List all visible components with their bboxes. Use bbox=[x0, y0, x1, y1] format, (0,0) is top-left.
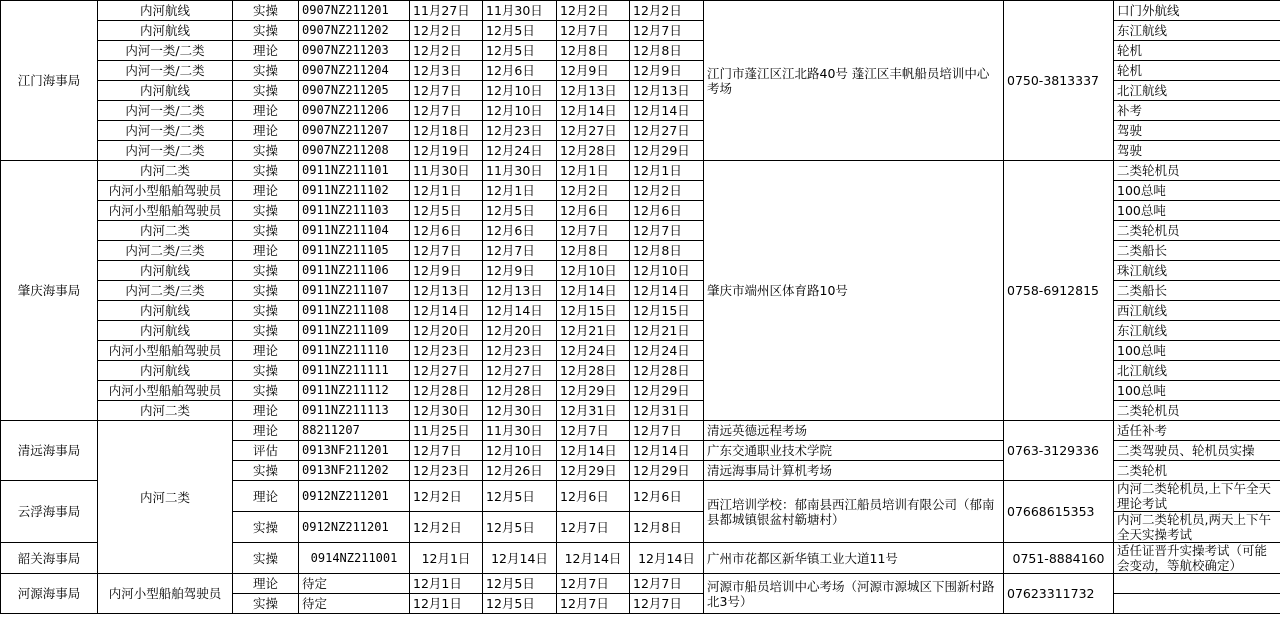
exam-code: 0912NZ211201 bbox=[299, 512, 410, 543]
exam-type: 实操 bbox=[233, 261, 299, 281]
date-cell: 12月30日 bbox=[483, 401, 557, 421]
bureau-name: 肇庆海事局 bbox=[1, 161, 98, 421]
remark: 适任证晋升实操考试（可能会变动，等航校确定） bbox=[1114, 543, 1280, 574]
date-cell: 12月8日 bbox=[557, 41, 630, 61]
exam-code: 0911NZ211108 bbox=[299, 301, 410, 321]
bureau-name: 韶关海事局 bbox=[1, 543, 98, 574]
exam-class: 内河小型船舶驾驶员 bbox=[98, 181, 233, 201]
exam-class: 内河一类/二类 bbox=[98, 141, 233, 161]
exam-class: 内河一类/二类 bbox=[98, 61, 233, 81]
exam-type: 理论 bbox=[233, 421, 299, 441]
exam-type: 理论 bbox=[233, 121, 299, 141]
exam-class: 内河二类 bbox=[98, 221, 233, 241]
date-cell: 12月24日 bbox=[483, 141, 557, 161]
exam-address: 西江培训学校：郁南县西江船员培训有限公司（郁南县都城镇银盆村簕塘村） bbox=[704, 481, 1004, 543]
date-cell: 12月24日 bbox=[557, 341, 630, 361]
exam-type: 实操 bbox=[233, 461, 299, 481]
exam-code: 0907NZ211205 bbox=[299, 81, 410, 101]
date-cell: 12月7日 bbox=[557, 221, 630, 241]
date-cell: 12月1日 bbox=[410, 574, 483, 594]
exam-type: 理论 bbox=[233, 341, 299, 361]
date-cell: 12月2日 bbox=[557, 181, 630, 201]
bureau-name: 河源海事局 bbox=[1, 574, 98, 614]
date-cell: 12月6日 bbox=[483, 61, 557, 81]
date-cell: 12月7日 bbox=[630, 421, 704, 441]
exam-code: 0907NZ211207 bbox=[299, 121, 410, 141]
exam-code: 0907NZ211202 bbox=[299, 21, 410, 41]
exam-address: 广州市花都区新华镇工业大道11号 bbox=[704, 543, 1004, 574]
date-cell: 11月30日 bbox=[483, 161, 557, 181]
date-cell: 11月30日 bbox=[483, 421, 557, 441]
date-cell: 12月7日 bbox=[410, 101, 483, 121]
exam-code: 0911NZ211101 bbox=[299, 161, 410, 181]
date-cell: 12月26日 bbox=[483, 461, 557, 481]
date-cell: 12月14日 bbox=[630, 441, 704, 461]
exam-type: 实操 bbox=[233, 1, 299, 21]
date-cell: 12月7日 bbox=[630, 21, 704, 41]
date-cell: 12月6日 bbox=[410, 221, 483, 241]
exam-code: 0911NZ211102 bbox=[299, 181, 410, 201]
date-cell: 12月10日 bbox=[630, 261, 704, 281]
remark: 二类船长 bbox=[1114, 281, 1280, 301]
exam-class: 内河航线 bbox=[98, 321, 233, 341]
date-cell: 12月5日 bbox=[410, 201, 483, 221]
exam-type: 实操 bbox=[233, 512, 299, 543]
exam-type: 实操 bbox=[233, 201, 299, 221]
remark: 驾驶 bbox=[1114, 121, 1280, 141]
exam-code: 0914NZ211001 bbox=[299, 543, 410, 574]
date-cell: 12月13日 bbox=[557, 81, 630, 101]
date-cell: 12月21日 bbox=[630, 321, 704, 341]
date-cell: 12月5日 bbox=[483, 41, 557, 61]
date-cell: 12月6日 bbox=[557, 201, 630, 221]
date-cell: 12月19日 bbox=[410, 141, 483, 161]
date-cell: 12月7日 bbox=[410, 81, 483, 101]
date-cell: 12月31日 bbox=[557, 401, 630, 421]
exam-code: 0911NZ211110 bbox=[299, 341, 410, 361]
exam-type: 实操 bbox=[233, 381, 299, 401]
date-cell: 12月29日 bbox=[630, 141, 704, 161]
exam-code: 0911NZ211104 bbox=[299, 221, 410, 241]
exam-class: 内河小型船舶驾驶员 bbox=[98, 341, 233, 361]
remark: 100总吨 bbox=[1114, 201, 1280, 221]
date-cell: 12月10日 bbox=[483, 81, 557, 101]
date-cell: 12月30日 bbox=[410, 401, 483, 421]
date-cell: 12月28日 bbox=[410, 381, 483, 401]
exam-address: 广东交通职业技术学院 bbox=[704, 441, 1004, 461]
exam-type: 实操 bbox=[233, 21, 299, 41]
remark: 二类轮机 bbox=[1114, 461, 1280, 481]
exam-type: 实操 bbox=[233, 161, 299, 181]
date-cell: 12月14日 bbox=[483, 301, 557, 321]
phone: 0750-3813337 bbox=[1004, 1, 1114, 161]
exam-code: 0913NF211202 bbox=[299, 461, 410, 481]
date-cell: 12月24日 bbox=[630, 341, 704, 361]
remark: 二类轮机员 bbox=[1114, 161, 1280, 181]
remark: 内河二类轮机员,两天上下午全天实操考试 bbox=[1114, 512, 1280, 543]
exam-address: 清远英德远程考场 bbox=[704, 421, 1004, 441]
exam-code: 0912NZ211201 bbox=[299, 481, 410, 512]
exam-code: 0911NZ211107 bbox=[299, 281, 410, 301]
date-cell: 11月27日 bbox=[410, 1, 483, 21]
date-cell: 12月27日 bbox=[557, 121, 630, 141]
phone: 0758-6912815 bbox=[1004, 161, 1114, 421]
table-row bbox=[1, 1, 1280, 21]
exam-code: 88211207 bbox=[299, 421, 410, 441]
date-cell: 12月29日 bbox=[630, 461, 704, 481]
date-cell: 12月7日 bbox=[410, 241, 483, 261]
exam-type: 实操 bbox=[233, 141, 299, 161]
exam-type: 实操 bbox=[233, 321, 299, 341]
exam-type: 理论 bbox=[233, 574, 299, 594]
date-cell: 12月23日 bbox=[410, 461, 483, 481]
exam-code: 0913NF211201 bbox=[299, 441, 410, 461]
remark: 100总吨 bbox=[1114, 341, 1280, 361]
exam-class: 内河一类/二类 bbox=[98, 101, 233, 121]
exam-class: 内河航线 bbox=[98, 361, 233, 381]
remark: 100总吨 bbox=[1114, 381, 1280, 401]
date-cell: 12月5日 bbox=[483, 594, 557, 614]
date-cell: 12月10日 bbox=[557, 261, 630, 281]
date-cell: 12月1日 bbox=[410, 594, 483, 614]
date-cell: 12月5日 bbox=[483, 21, 557, 41]
date-cell: 12月7日 bbox=[557, 421, 630, 441]
exam-class: 内河二类/三类 bbox=[98, 241, 233, 261]
date-cell: 12月29日 bbox=[557, 461, 630, 481]
table-row bbox=[1, 574, 1280, 594]
remark: 西江航线 bbox=[1114, 301, 1280, 321]
date-cell: 12月18日 bbox=[410, 121, 483, 141]
date-cell: 12月7日 bbox=[630, 574, 704, 594]
date-cell: 12月7日 bbox=[483, 241, 557, 261]
exam-class: 内河二类/三类 bbox=[98, 281, 233, 301]
exam-type: 实操 bbox=[233, 281, 299, 301]
remark: 内河二类轮机员,上下午全天理论考试 bbox=[1114, 481, 1280, 512]
date-cell: 12月27日 bbox=[630, 121, 704, 141]
remark: 100总吨 bbox=[1114, 181, 1280, 201]
date-cell: 12月9日 bbox=[483, 261, 557, 281]
exam-code: 0911NZ211103 bbox=[299, 201, 410, 221]
remark: 东江航线 bbox=[1114, 21, 1280, 41]
exam-type: 实操 bbox=[233, 221, 299, 241]
date-cell: 12月2日 bbox=[557, 1, 630, 21]
exam-class: 内河小型船舶驾驶员 bbox=[98, 201, 233, 221]
date-cell: 12月10日 bbox=[483, 441, 557, 461]
date-cell: 11月30日 bbox=[483, 1, 557, 21]
exam-code: 0911NZ211106 bbox=[299, 261, 410, 281]
date-cell: 12月13日 bbox=[410, 281, 483, 301]
date-cell: 12月28日 bbox=[483, 381, 557, 401]
remark: 适任补考 bbox=[1114, 421, 1280, 441]
date-cell: 12月2日 bbox=[410, 481, 483, 512]
date-cell: 12月7日 bbox=[557, 574, 630, 594]
table-row bbox=[1, 161, 1280, 181]
exam-class: 内河二类 bbox=[98, 401, 233, 421]
date-cell: 12月1日 bbox=[410, 181, 483, 201]
date-cell: 12月7日 bbox=[557, 21, 630, 41]
remark bbox=[1114, 594, 1280, 614]
exam-address: 河源市船员培训中心考场（河源市源城区下围新村路北3号） bbox=[704, 574, 1004, 614]
date-cell: 12月2日 bbox=[630, 181, 704, 201]
exam-type: 理论 bbox=[233, 101, 299, 121]
date-cell: 11月30日 bbox=[410, 161, 483, 181]
date-cell: 12月15日 bbox=[557, 301, 630, 321]
remark: 二类驾驶员、轮机员实操 bbox=[1114, 441, 1280, 461]
bureau-name: 云浮海事局 bbox=[1, 481, 98, 543]
exam-class: 内河小型船舶驾驶员 bbox=[98, 574, 233, 614]
date-cell: 12月7日 bbox=[410, 441, 483, 461]
date-cell: 12月21日 bbox=[557, 321, 630, 341]
date-cell: 12月5日 bbox=[483, 201, 557, 221]
date-cell: 12月23日 bbox=[483, 341, 557, 361]
date-cell: 12月10日 bbox=[483, 101, 557, 121]
exam-type: 理论 bbox=[233, 181, 299, 201]
date-cell: 12月27日 bbox=[410, 361, 483, 381]
exam-type: 理论 bbox=[233, 481, 299, 512]
date-cell: 12月29日 bbox=[630, 381, 704, 401]
remark bbox=[1114, 574, 1280, 594]
date-cell: 12月13日 bbox=[483, 281, 557, 301]
exam-address: 江门市蓬江区江北路40号 蓬江区丰帆船员培训中心考场 bbox=[704, 1, 1004, 161]
exam-code: 0911NZ211111 bbox=[299, 361, 410, 381]
exam-class: 内河航线 bbox=[98, 1, 233, 21]
date-cell: 12月8日 bbox=[557, 241, 630, 261]
date-cell: 12月28日 bbox=[630, 361, 704, 381]
exam-code: 0907NZ211203 bbox=[299, 41, 410, 61]
exam-code: 0911NZ211113 bbox=[299, 401, 410, 421]
remark: 补考 bbox=[1114, 101, 1280, 121]
exam-address: 肇庆市端州区体育路10号 bbox=[704, 161, 1004, 421]
remark: 二类船长 bbox=[1114, 241, 1280, 261]
date-cell: 12月7日 bbox=[630, 221, 704, 241]
exam-class: 内河二类 bbox=[98, 421, 233, 574]
bureau-name: 清远海事局 bbox=[1, 421, 98, 481]
exam-type: 实操 bbox=[233, 543, 299, 574]
exam-type: 评估 bbox=[233, 441, 299, 461]
exam-address: 清远海事局计算机考场 bbox=[704, 461, 1004, 481]
phone: 07623311732 bbox=[1004, 574, 1114, 614]
exam-code: 0907NZ211201 bbox=[299, 1, 410, 21]
date-cell: 12月14日 bbox=[557, 543, 630, 574]
exam-type: 实操 bbox=[233, 361, 299, 381]
date-cell: 12月20日 bbox=[483, 321, 557, 341]
date-cell: 12月13日 bbox=[630, 81, 704, 101]
date-cell: 12月6日 bbox=[630, 201, 704, 221]
date-cell: 12月7日 bbox=[557, 512, 630, 543]
date-cell: 11月25日 bbox=[410, 421, 483, 441]
date-cell: 12月7日 bbox=[630, 594, 704, 614]
date-cell: 12月8日 bbox=[630, 512, 704, 543]
exam-class: 内河航线 bbox=[98, 21, 233, 41]
exam-code: 0907NZ211206 bbox=[299, 101, 410, 121]
date-cell: 12月1日 bbox=[630, 161, 704, 181]
remark: 珠江航线 bbox=[1114, 261, 1280, 281]
exam-class: 内河一类/二类 bbox=[98, 41, 233, 61]
bureau-name: 江门海事局 bbox=[1, 1, 98, 161]
exam-type: 理论 bbox=[233, 41, 299, 61]
remark: 驾驶 bbox=[1114, 141, 1280, 161]
date-cell: 12月14日 bbox=[630, 543, 704, 574]
exam-class: 内河航线 bbox=[98, 81, 233, 101]
date-cell: 12月2日 bbox=[410, 512, 483, 543]
remark: 北江航线 bbox=[1114, 81, 1280, 101]
date-cell: 12月7日 bbox=[557, 594, 630, 614]
remark: 二类轮机员 bbox=[1114, 401, 1280, 421]
exam-code: 0907NZ211208 bbox=[299, 141, 410, 161]
phone: 07668615353 bbox=[1004, 481, 1114, 543]
date-cell: 12月9日 bbox=[630, 61, 704, 81]
date-cell: 12月15日 bbox=[630, 301, 704, 321]
date-cell: 12月2日 bbox=[630, 1, 704, 21]
exam-class: 内河一类/二类 bbox=[98, 121, 233, 141]
date-cell: 12月14日 bbox=[557, 281, 630, 301]
date-cell: 12月14日 bbox=[630, 101, 704, 121]
date-cell: 12月1日 bbox=[483, 181, 557, 201]
date-cell: 12月3日 bbox=[410, 61, 483, 81]
phone: 0763-3129336 bbox=[1004, 421, 1114, 481]
exam-class: 内河航线 bbox=[98, 261, 233, 281]
date-cell: 12月14日 bbox=[410, 301, 483, 321]
exam-code: 0911NZ211105 bbox=[299, 241, 410, 261]
date-cell: 12月5日 bbox=[483, 512, 557, 543]
exam-code: 待定 bbox=[299, 594, 410, 614]
date-cell: 12月6日 bbox=[630, 481, 704, 512]
date-cell: 12月31日 bbox=[630, 401, 704, 421]
date-cell: 12月14日 bbox=[630, 281, 704, 301]
date-cell: 12月2日 bbox=[410, 41, 483, 61]
date-cell: 12月9日 bbox=[410, 261, 483, 281]
date-cell: 12月23日 bbox=[483, 121, 557, 141]
exam-type: 实操 bbox=[233, 301, 299, 321]
table-row bbox=[1, 421, 1280, 441]
date-cell: 12月1日 bbox=[557, 161, 630, 181]
remark: 口门外航线 bbox=[1114, 1, 1280, 21]
date-cell: 12月8日 bbox=[630, 41, 704, 61]
exam-type: 实操 bbox=[233, 81, 299, 101]
exam-code: 0911NZ211112 bbox=[299, 381, 410, 401]
date-cell: 12月23日 bbox=[410, 341, 483, 361]
exam-class: 内河小型船舶驾驶员 bbox=[98, 381, 233, 401]
date-cell: 12月14日 bbox=[557, 441, 630, 461]
exam-type: 理论 bbox=[233, 241, 299, 261]
exam-class: 内河二类 bbox=[98, 161, 233, 181]
date-cell: 12月29日 bbox=[557, 381, 630, 401]
exam-class: 内河航线 bbox=[98, 301, 233, 321]
remark: 东江航线 bbox=[1114, 321, 1280, 341]
date-cell: 12月5日 bbox=[483, 481, 557, 512]
date-cell: 12月27日 bbox=[483, 361, 557, 381]
exam-code: 0907NZ211204 bbox=[299, 61, 410, 81]
date-cell: 12月5日 bbox=[483, 574, 557, 594]
date-cell: 12月1日 bbox=[410, 543, 483, 574]
date-cell: 12月28日 bbox=[557, 361, 630, 381]
date-cell: 12月28日 bbox=[557, 141, 630, 161]
remark: 轮机 bbox=[1114, 41, 1280, 61]
phone: 0751-8884160 bbox=[1004, 543, 1114, 574]
date-cell: 12月6日 bbox=[557, 481, 630, 512]
date-cell: 12月14日 bbox=[557, 101, 630, 121]
date-cell: 12月9日 bbox=[557, 61, 630, 81]
date-cell: 12月6日 bbox=[483, 221, 557, 241]
exam-type: 理论 bbox=[233, 401, 299, 421]
date-cell: 12月8日 bbox=[630, 241, 704, 261]
date-cell: 12月20日 bbox=[410, 321, 483, 341]
date-cell: 12月14日 bbox=[483, 543, 557, 574]
date-cell: 12月2日 bbox=[410, 21, 483, 41]
remark: 北江航线 bbox=[1114, 361, 1280, 381]
exam-type: 实操 bbox=[233, 594, 299, 614]
remark: 轮机 bbox=[1114, 61, 1280, 81]
exam-type: 实操 bbox=[233, 61, 299, 81]
exam-code: 0911NZ211109 bbox=[299, 321, 410, 341]
exam-code: 待定 bbox=[299, 574, 410, 594]
remark: 二类轮机员 bbox=[1114, 221, 1280, 241]
